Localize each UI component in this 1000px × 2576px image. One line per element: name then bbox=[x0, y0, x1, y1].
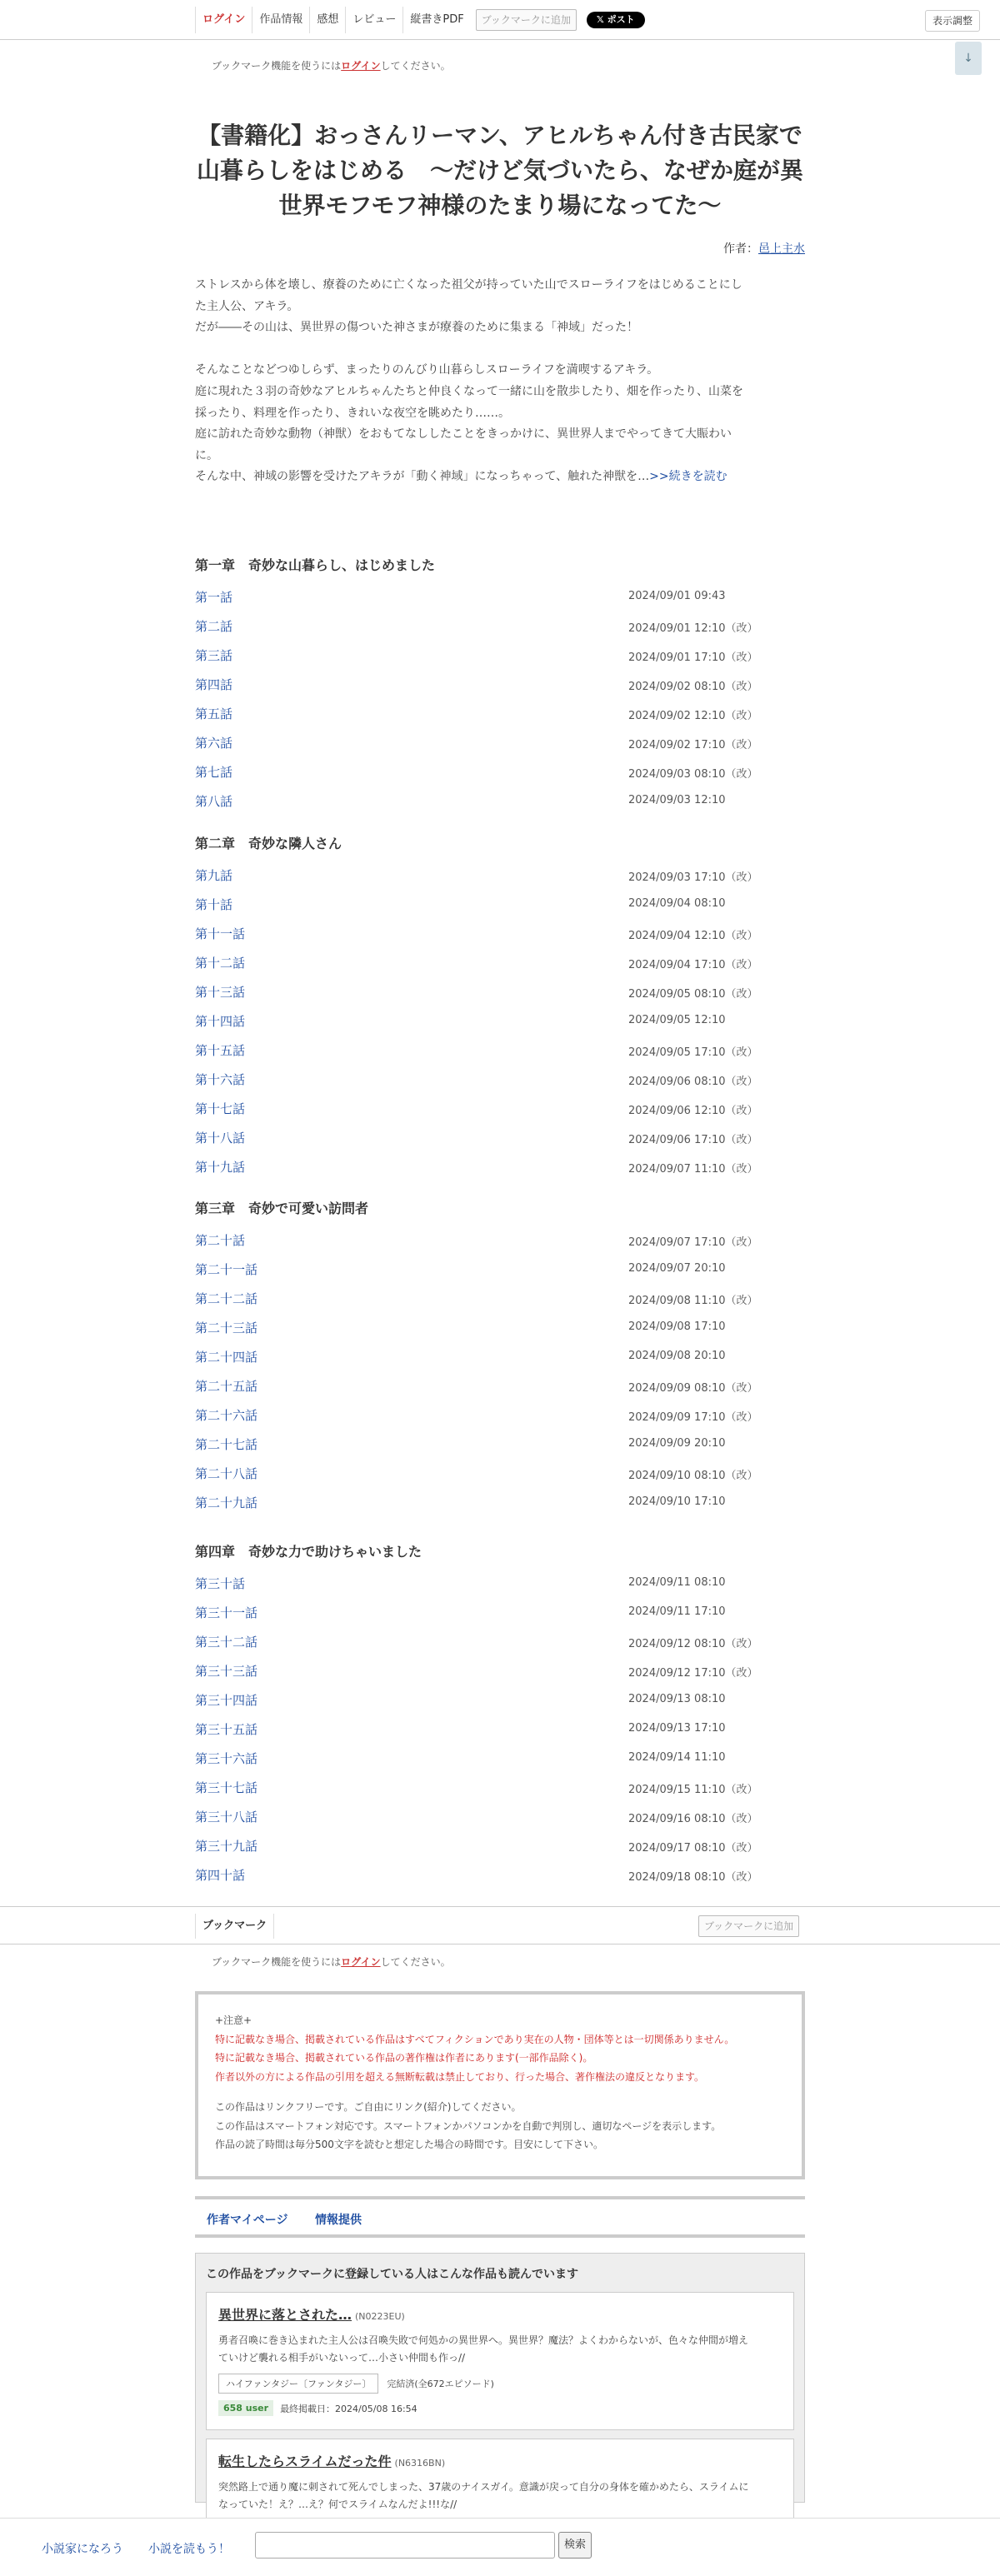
episode-date-text: 2024/09/09 17:10 bbox=[628, 1411, 726, 1424]
rec-meta-2 bbox=[218, 2400, 782, 2416]
revised-marker: （改） bbox=[725, 651, 758, 664]
revised-marker: （改） bbox=[725, 1470, 758, 1482]
episode-date-text: 2024/09/02 12:10 bbox=[628, 710, 726, 722]
episode-date bbox=[628, 1605, 726, 1618]
notice-red-line: 特に記載なき場合、掲載されている作品の著作権は作者にあります(一部作品除く)。 bbox=[215, 2052, 593, 2064]
episode-date-text: 2024/09/12 17:10 bbox=[628, 1667, 726, 1680]
episode-link[interactable]: 第十一話 bbox=[195, 926, 246, 941]
revised-marker: （改） bbox=[725, 1382, 758, 1395]
author-links-bar bbox=[195, 2196, 805, 2238]
episode-link[interactable]: 第六話 bbox=[195, 736, 233, 751]
episode-date-text: 2024/09/07 20:10 bbox=[628, 1262, 726, 1275]
synopsis-line bbox=[195, 467, 807, 488]
episode-date-text: 2024/09/05 08:10 bbox=[628, 988, 726, 1001]
revised-marker: （改） bbox=[725, 1105, 758, 1117]
revised-marker: （改） bbox=[725, 1842, 758, 1855]
rec-description bbox=[218, 2479, 782, 2514]
synopsis-line: た主人公、アキラ。 bbox=[195, 299, 299, 313]
login-note-link[interactable]: ログイン bbox=[341, 1956, 381, 1968]
footer-bar bbox=[0, 2518, 1000, 2576]
episode-date-text: 2024/09/10 17:10 bbox=[628, 1495, 726, 1508]
episode-date-text: 2024/09/03 12:10 bbox=[628, 794, 726, 806]
episode-date bbox=[628, 1072, 758, 1088]
rec-meta bbox=[218, 2374, 782, 2394]
episode-date-text: 2024/09/09 20:10 bbox=[628, 1437, 726, 1450]
episode-date bbox=[628, 1780, 758, 1796]
rec-status: 完結済(全672エピソード) bbox=[387, 2379, 494, 2389]
notice-red-line: 作者以外の方による作品の引用を超える無断転載は禁止しており、行った場合、著作権法の違反となります。 bbox=[215, 2070, 705, 2083]
rec-code: (N0223EU) bbox=[355, 2311, 405, 2322]
chapter-title: 第四章 奇妙な力で助けちゃいました bbox=[195, 1544, 422, 1560]
rec-desc-line: ていけど襲れる相手がいないって…小さい仲間も作っ// bbox=[218, 2352, 466, 2364]
episode-link[interactable]: 第二十五話 bbox=[195, 1379, 258, 1394]
synopsis-line: に。 bbox=[195, 448, 218, 462]
episode-date bbox=[628, 868, 758, 884]
episode-date-text: 2024/09/11 17:10 bbox=[628, 1605, 726, 1618]
episode-date-text: 2024/09/08 11:10 bbox=[628, 1295, 726, 1307]
episode-date bbox=[628, 1810, 758, 1825]
episode-date bbox=[628, 1664, 758, 1680]
episode-date bbox=[628, 897, 726, 910]
notice-head: +注意+ bbox=[215, 2014, 252, 2026]
synopsis bbox=[195, 275, 807, 488]
episode-date bbox=[628, 794, 726, 806]
review-link[interactable]: レビュー bbox=[345, 7, 402, 33]
revised-marker: （改） bbox=[725, 681, 758, 693]
episode-date bbox=[628, 1635, 758, 1650]
episode-date-text: 2024/09/01 17:10 bbox=[628, 651, 726, 664]
chapter-title: 第一章 奇妙な山暮らし、はじめました bbox=[195, 557, 436, 573]
episode-date bbox=[628, 1576, 726, 1589]
revised-marker: （改） bbox=[725, 739, 758, 751]
author-mypage-link[interactable]: 作者マイページ bbox=[207, 2214, 288, 2227]
search-button[interactable]: 検索 bbox=[558, 2532, 592, 2559]
revised-marker: （改） bbox=[725, 1784, 758, 1796]
episode-date bbox=[628, 1043, 758, 1059]
synopsis-line: そんなことなどつゆしらず、まったりのんびり山暮らしスローライフを満喫するアキラ。 bbox=[195, 363, 659, 377]
rec-desc-line: 突然路上で通り魔に刺されて死んでしまった、37歳のナイスガイ。意識が戻って自分の身体を確かめたら、スライムに bbox=[218, 2481, 749, 2493]
episode-date-text: 2024/09/08 20:10 bbox=[628, 1350, 726, 1362]
notice-box bbox=[195, 1991, 805, 2179]
episode-date-text: 2024/09/13 08:10 bbox=[628, 1693, 726, 1705]
episode-date-text: 2024/09/18 08:10 bbox=[628, 1871, 726, 1884]
episode-date bbox=[628, 1291, 758, 1307]
synopsis-line: 採ったり、料理を作ったり、きれいな夜空を眺めたり……。 bbox=[195, 406, 510, 420]
recommendation-heading: この作品をブックマークに登録している人はこんな作品も読んでいます bbox=[206, 2268, 579, 2281]
episode-date bbox=[628, 1839, 758, 1855]
episode-date bbox=[628, 985, 758, 1001]
episode-date-text: 2024/09/17 08:10 bbox=[628, 1842, 726, 1855]
episode-date-text: 2024/09/04 12:10 bbox=[628, 930, 726, 942]
synopsis-line: だが――その山は、異世界の傷ついた神さまが療養のために集まる「神域」だった！ bbox=[195, 321, 638, 335]
episode-date bbox=[628, 1350, 726, 1362]
notice-line: この作品はリンクフリーです。ご自由にリンク(紹介)してください。 bbox=[215, 2101, 522, 2113]
episode-date-text: 2024/09/11 08:10 bbox=[628, 1576, 726, 1589]
revised-marker: （改） bbox=[725, 768, 758, 781]
login-note-link[interactable]: ログイン bbox=[341, 60, 381, 72]
episode-date-text: 2024/09/06 08:10 bbox=[628, 1076, 726, 1088]
rec-title-link[interactable]: 転生したらスライムだった件 bbox=[218, 2454, 392, 2469]
episode-date bbox=[628, 1320, 726, 1333]
revised-marker: （改） bbox=[725, 1638, 758, 1650]
episode-date-text: 2024/09/07 17:10 bbox=[628, 1236, 726, 1249]
episode-date bbox=[628, 1379, 758, 1395]
episode-date-text: 2024/09/06 17:10 bbox=[628, 1134, 726, 1146]
episode-link[interactable]: 第八話 bbox=[195, 794, 233, 809]
impressions-link[interactable]: 感想 bbox=[309, 7, 345, 33]
episode-link[interactable]: 第十九話 bbox=[195, 1160, 246, 1175]
episode-link[interactable]: 第四話 bbox=[195, 677, 233, 692]
episode-date bbox=[628, 736, 758, 751]
episode-link[interactable]: 第二十話 bbox=[195, 1233, 246, 1248]
episode-date bbox=[628, 1868, 758, 1884]
episode-link[interactable]: 第十話 bbox=[195, 897, 233, 912]
episode-date bbox=[628, 619, 758, 635]
episode-link[interactable]: 第三十四話 bbox=[195, 1693, 258, 1708]
synopsis-last-text: そんな中、神域の影響を受けたアキラが「動く神域」になっちゃって、触れた神獣を… bbox=[195, 470, 650, 484]
revised-marker: （改） bbox=[725, 1295, 758, 1307]
episode-link[interactable]: 第二十九話 bbox=[195, 1495, 258, 1510]
notice-line: 作品の読了時間は毎分500文字を読むと想定した場合の時間です。目安にして下さい。 bbox=[215, 2139, 603, 2150]
revised-marker: （改） bbox=[725, 1236, 758, 1249]
top-nav-items bbox=[195, 7, 645, 33]
recommendation-card bbox=[206, 2439, 794, 2522]
rec-user-count-badge: 658 user bbox=[218, 2400, 273, 2416]
episode-date-text: 2024/09/05 17:10 bbox=[628, 1046, 726, 1059]
revised-marker: （改） bbox=[725, 1411, 758, 1424]
episode-date bbox=[628, 1262, 726, 1275]
chapter-title: 第二章 奇妙な隣人さん bbox=[195, 836, 342, 851]
rec-code: (N6316BN) bbox=[394, 2458, 446, 2469]
revised-marker: （改） bbox=[725, 1046, 758, 1059]
episode-link[interactable]: 第二話 bbox=[195, 619, 233, 634]
episode-date bbox=[628, 956, 758, 971]
notice-red-line: 特に記載なき場合、掲載されている作品はすべてフィクションであり実在の人物・団体等とは一切関係ありません。 bbox=[215, 2033, 735, 2045]
author-line bbox=[195, 240, 805, 257]
episode-link[interactable]: 第十三話 bbox=[195, 985, 246, 1000]
episode-link[interactable]: 第九話 bbox=[195, 868, 233, 883]
episode-link[interactable]: 第二十六話 bbox=[195, 1408, 258, 1423]
novel-title bbox=[195, 118, 805, 223]
episode-link[interactable]: 第三十六話 bbox=[195, 1751, 258, 1766]
episode-link[interactable]: 第二十一話 bbox=[195, 1262, 258, 1277]
episode-date-text: 2024/09/04 08:10 bbox=[628, 897, 726, 910]
bookmark-login-note-bottom bbox=[212, 1954, 451, 1969]
episode-link[interactable]: 第三十二話 bbox=[195, 1635, 258, 1650]
scroll-down-icon[interactable]: ↓ bbox=[955, 42, 982, 75]
revised-marker: （改） bbox=[725, 871, 758, 884]
rec-updated: 最終掲載日：2024/05/08 16:54 bbox=[280, 2403, 418, 2414]
episode-link[interactable]: 第二十三話 bbox=[195, 1320, 258, 1335]
revised-marker: （改） bbox=[725, 1813, 758, 1825]
episode-date bbox=[628, 765, 758, 781]
revised-marker: （改） bbox=[725, 988, 758, 1001]
episode-date bbox=[628, 1408, 758, 1424]
revised-marker: （改） bbox=[725, 1871, 758, 1884]
episode-date-text: 2024/09/09 08:10 bbox=[628, 1382, 726, 1395]
episode-link[interactable]: 第三十一話 bbox=[195, 1605, 258, 1620]
chapter-title: 第三章 奇妙で可愛い訪問者 bbox=[195, 1201, 369, 1216]
episode-link[interactable]: 第十二話 bbox=[195, 956, 246, 971]
episode-date bbox=[628, 677, 758, 693]
episode-link[interactable]: 第三十七話 bbox=[195, 1780, 258, 1795]
bookmark-add-button[interactable]: ブックマークに追加 bbox=[476, 9, 577, 31]
episode-date bbox=[628, 1014, 726, 1026]
synopsis-line: 庭に訪れた奇妙な動物（神獣）をおもてなししたことをきっかけに、異世界人までやってきて大賑わい bbox=[195, 427, 732, 442]
episode-link[interactable]: 第十五話 bbox=[195, 1043, 246, 1058]
episode-link[interactable]: 第二十七話 bbox=[195, 1437, 258, 1452]
rec-description bbox=[218, 2332, 782, 2367]
rec-desc-line: 勇者召喚に巻き込まれた主人公は召喚失敗で何処かの異世界へ。異世界？魔法？よくわからないが、色々な仲間が増え bbox=[218, 2334, 749, 2346]
author-name-link[interactable]: 邑上主水 bbox=[758, 242, 805, 256]
revised-marker: （改） bbox=[725, 1076, 758, 1088]
episode-date-text: 2024/09/02 17:10 bbox=[628, 739, 726, 751]
episode-link[interactable]: 第三話 bbox=[195, 648, 233, 663]
notice-line: この作品はスマートフォン対応です。スマートフォンかパソコンかを自動で判別し、適切なページを表示します。 bbox=[215, 2119, 722, 2132]
recommendation-card bbox=[206, 2292, 794, 2430]
episode-date bbox=[628, 1751, 726, 1764]
episode-date bbox=[628, 648, 758, 664]
login-note-suffix: してください。 bbox=[380, 1956, 451, 1968]
episode-date-text: 2024/09/05 12:10 bbox=[628, 1014, 726, 1026]
episode-date bbox=[628, 1101, 758, 1117]
login-link[interactable]: ログイン bbox=[195, 7, 252, 33]
episode-date bbox=[628, 1722, 726, 1735]
episode-date bbox=[628, 1495, 726, 1508]
episode-link[interactable]: 第十七話 bbox=[195, 1101, 246, 1116]
yomo-link[interactable]: 小説を読もう！ bbox=[148, 2543, 230, 2556]
episode-link[interactable]: 第五話 bbox=[195, 706, 233, 721]
rec-desc-line: なっていた！え？…え？何でスライムなんだよ!!!な// bbox=[218, 2499, 458, 2510]
title-line: 【書籍化】おっさんリーマン、アヒルちゃん付き古民家で bbox=[198, 122, 802, 149]
vertical-pdf-link[interactable]: 縦書きPDF bbox=[402, 7, 470, 33]
rec-genre-tag[interactable]: ハイファンタジー〔ファンタジー〕 bbox=[218, 2374, 378, 2394]
episode-date bbox=[628, 1131, 758, 1146]
title-line: 世界モフモフ神様のたまり場になってた〜 bbox=[278, 192, 722, 219]
login-note-suffix: してください。 bbox=[380, 60, 451, 72]
episode-date-text: 2024/09/16 08:10 bbox=[628, 1813, 726, 1825]
episode-date bbox=[628, 1233, 758, 1249]
episode-date-text: 2024/09/04 17:10 bbox=[628, 959, 726, 971]
x-post-button[interactable]: 𝕏 ポスト bbox=[587, 12, 645, 28]
episode-link[interactable]: 第三十五話 bbox=[195, 1722, 258, 1737]
episode-date-text: 2024/09/02 08:10 bbox=[628, 681, 726, 693]
episode-date bbox=[628, 1693, 726, 1705]
revised-marker: （改） bbox=[725, 1134, 758, 1146]
episode-date-text: 2024/09/13 17:10 bbox=[628, 1722, 726, 1735]
top-navigation bbox=[0, 0, 1000, 40]
revised-marker: （改） bbox=[725, 1667, 758, 1680]
episode-date-text: 2024/09/03 08:10 bbox=[628, 768, 726, 781]
episode-date bbox=[628, 926, 758, 942]
episode-date bbox=[628, 1466, 758, 1482]
bookmark-login-note bbox=[212, 58, 451, 72]
episode-link[interactable]: 第三十九話 bbox=[195, 1839, 258, 1854]
info-provide-link[interactable]: 情報提供 bbox=[315, 2214, 362, 2227]
recommendation-box bbox=[195, 2253, 805, 2510]
rec-title-link[interactable]: 異世界に落とされた… bbox=[218, 2307, 352, 2323]
display-settings-button[interactable]: 表示調整 bbox=[925, 10, 980, 32]
revised-marker: （改） bbox=[725, 710, 758, 722]
episode-date-text: 2024/09/12 08:10 bbox=[628, 1638, 726, 1650]
episode-link[interactable]: 第三十三話 bbox=[195, 1664, 258, 1679]
episode-date-text: 2024/09/06 12:10 bbox=[628, 1105, 726, 1117]
login-note-prefix: ブックマーク機能を使うには bbox=[212, 1956, 342, 1968]
episode-date bbox=[628, 590, 726, 602]
bottom-bookmark-bar bbox=[0, 1906, 1000, 1944]
episode-link[interactable]: 第三十八話 bbox=[195, 1810, 258, 1825]
episode-link[interactable]: 第一話 bbox=[195, 590, 233, 605]
episode-date-text: 2024/09/15 11:10 bbox=[628, 1784, 726, 1796]
episode-link[interactable]: 第十八話 bbox=[195, 1131, 246, 1146]
episode-link[interactable]: 第三十話 bbox=[195, 1576, 246, 1591]
login-note-prefix: ブックマーク機能を使うには bbox=[212, 60, 342, 72]
episode-link[interactable]: 第七話 bbox=[195, 765, 233, 780]
bookmark-add-button-bottom[interactable]: ブックマークに追加 bbox=[698, 1915, 799, 1937]
search-input[interactable] bbox=[255, 2532, 555, 2559]
episode-date-text: 2024/09/14 11:10 bbox=[628, 1751, 726, 1764]
episode-link[interactable]: 第四十話 bbox=[195, 1868, 246, 1883]
author-label: 作者： bbox=[723, 242, 758, 256]
episode-date-text: 2024/09/01 12:10 bbox=[628, 622, 726, 635]
episode-date-text: 2024/09/08 17:10 bbox=[628, 1320, 726, 1333]
synopsis-line bbox=[195, 339, 807, 361]
episode-date bbox=[628, 706, 758, 722]
episode-date bbox=[628, 1437, 726, 1450]
episode-link[interactable]: 第十四話 bbox=[195, 1014, 246, 1029]
title-line: 山暮らしをはじめる 〜だけど気づいたら、なぜか庭が異 bbox=[196, 157, 803, 184]
revised-marker: （改） bbox=[725, 959, 758, 971]
episode-date-text: 2024/09/03 17:10 bbox=[628, 871, 726, 884]
episode-date bbox=[628, 1160, 758, 1176]
bookmark-label[interactable]: ブックマーク bbox=[195, 1914, 274, 1939]
synopsis-line: ストレスから体を壊し、療養のために亡くなった祖父が持っていた山でスローライフをはじめることにし bbox=[195, 278, 742, 292]
synopsis-line: 庭に現れた３羽の奇妙なアヒルちゃんたちと仲良くなって一緒に山を散歩したり、畑を作ったり、山菜を bbox=[195, 384, 743, 398]
episode-link[interactable]: 第二十二話 bbox=[195, 1291, 258, 1306]
revised-marker: （改） bbox=[725, 930, 758, 942]
episode-link[interactable]: 第十六話 bbox=[195, 1072, 246, 1087]
episode-date-text: 2024/09/07 11:10 bbox=[628, 1163, 726, 1176]
revised-marker: （改） bbox=[725, 622, 758, 635]
episode-date-text: 2024/09/01 09:43 bbox=[628, 590, 726, 602]
episode-link[interactable]: 第二十八話 bbox=[195, 1466, 258, 1481]
work-info-link[interactable]: 作品情報 bbox=[252, 7, 309, 33]
naro-link[interactable]: 小説家になろう bbox=[42, 2543, 123, 2556]
episode-date-text: 2024/09/10 08:10 bbox=[628, 1470, 726, 1482]
revised-marker: （改） bbox=[725, 1163, 758, 1176]
episode-link[interactable]: 第二十四話 bbox=[195, 1350, 258, 1365]
read-more-link[interactable]: >>続きを読む bbox=[649, 470, 728, 484]
